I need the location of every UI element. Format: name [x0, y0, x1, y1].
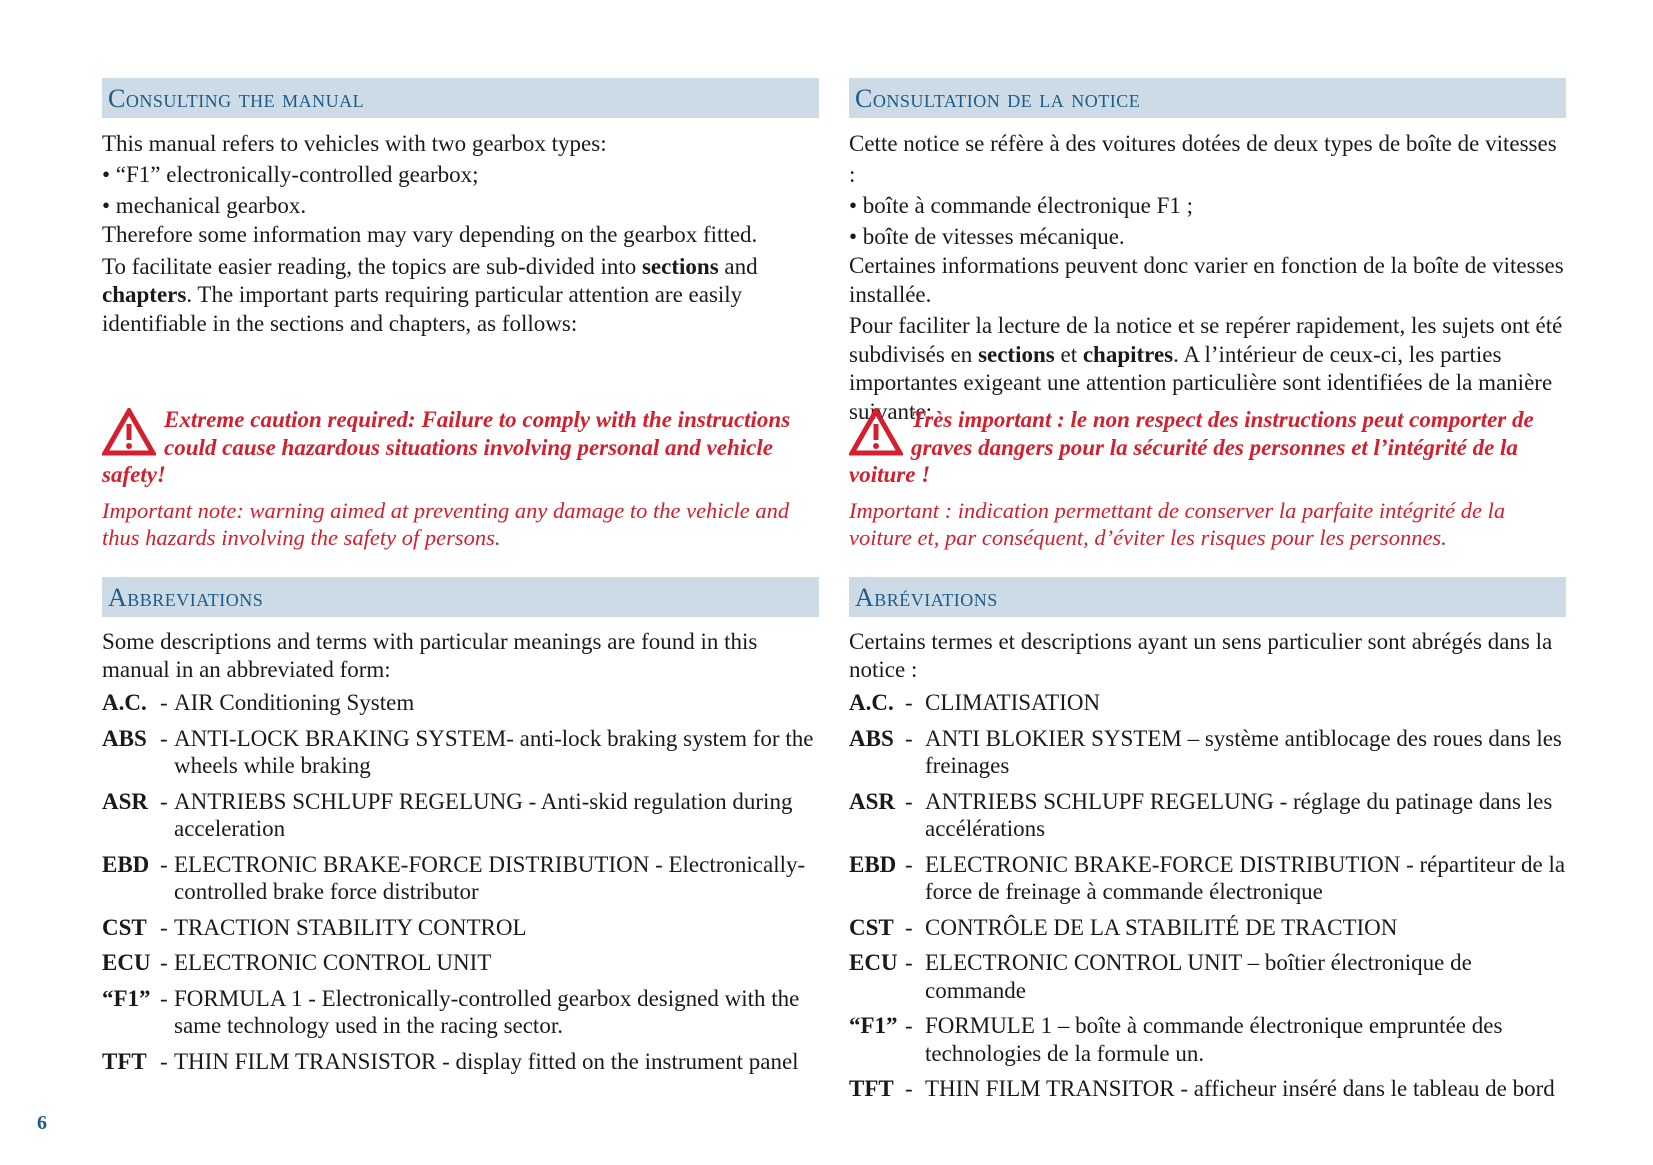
dash: - [160, 788, 168, 814]
warning-title-text: Très important : le non respect des instructions peut comporter de graves dangers pour la sécurité des personnes et l’intégrité de la voiture ! [849, 407, 1534, 487]
abbreviation-key: A.C. [102, 690, 147, 715]
gearbox-note-paragraph: Therefore some information may vary depending on the gearbox fitted. [102, 222, 758, 247]
dash: - [905, 788, 913, 814]
warning-block [849, 406, 1566, 552]
abbreviation-entry [849, 851, 1566, 906]
section-heading-abbreviations: Abbreviations [102, 577, 819, 617]
bold-term: sections [978, 341, 1055, 367]
abbreviation-key: ECU [102, 950, 151, 975]
text: To facilitate easier reading, the topics are sub-divided into [102, 253, 642, 279]
abbreviation-entry [849, 914, 1566, 942]
abbreviation-definition: ELECTRONIC CONTROL UNIT – boîtier électronique de commande [925, 950, 1472, 1003]
dash: - [160, 1048, 168, 1074]
abbreviation-key: CST [102, 914, 147, 940]
abbreviations-intro: Certains termes et descriptions ayant un sens particulier sont abrégés dans la notice : [849, 629, 1553, 682]
dash: - [160, 851, 168, 877]
text: et [1054, 341, 1083, 367]
reading-guide-paragraph [102, 253, 819, 339]
abbreviation-key: ABS [102, 725, 147, 751]
warning-title [849, 406, 1566, 489]
abbreviation-definition: ELECTRONIC CONTROL UNIT [174, 950, 492, 975]
intro-paragraph: Cette notice se réfère à des voitures dotées de deux types de boîte de vitesses : [849, 131, 1557, 187]
abbreviation-entry [849, 949, 1566, 1004]
bold-term: sections [641, 253, 719, 279]
warning-block [102, 406, 819, 552]
abbreviation-key: EBD [102, 851, 150, 877]
abbreviation-definition: ANTRIEBS SCHLUPF REGELUNG - Anti-skid regulation during acceleration [174, 788, 793, 841]
text: . A l’intérieur de ceux-ci, les parties importantes exigeant une attention particulière sont identifiées de la manière suivante: [849, 341, 1553, 424]
abbreviation-definition: THIN FILM TRANSITOR - afficheur inséré dans le tableau de bord [925, 1076, 1555, 1101]
abbreviation-key: ASR [102, 788, 149, 814]
abbreviation-key: “F1” [102, 985, 151, 1011]
abbreviation-entry [849, 1012, 1566, 1067]
text: . The important parts requiring particular attention are easily identifiable in the sections and chapters, as follows: [102, 282, 743, 336]
warning-triangle-icon [849, 408, 903, 456]
abbreviation-entry [849, 689, 1566, 717]
dash: - [160, 914, 168, 940]
intro-text [102, 128, 819, 341]
dash: - [905, 690, 913, 715]
abbreviation-key: TFT [102, 1048, 147, 1074]
bullet-item: • “F1” electronically-controlled gearbox; [102, 162, 479, 187]
abbreviation-entry [849, 725, 1566, 780]
abbreviation-entry [849, 788, 1566, 843]
warning-title [102, 406, 819, 489]
abbreviation-key: A.C. [849, 690, 894, 715]
abbreviation-definition: THIN FILM TRANSISTOR - display fitted on the instrument panel [174, 1048, 799, 1074]
abbreviation-definition: TRACTION STABILITY CONTROL [174, 914, 527, 940]
abbreviation-definition: CONTRÔLE DE LA STABILITÉ DE TRACTION [925, 914, 1398, 940]
abbreviations-list [102, 628, 819, 1083]
gearbox-note-paragraph: Certaines informations peuvent donc varier en fonction de la boîte de vitesses installée. [849, 253, 1564, 307]
abbreviation-key: CST [849, 914, 894, 940]
text: and [718, 253, 758, 279]
abbreviation-definition: AIR Conditioning System [174, 690, 415, 715]
dash: - [905, 950, 913, 975]
abbreviation-definition: FORMULE 1 – boîte à commande électronique empruntée des technologies de la formule un. [925, 1013, 1503, 1066]
abbreviation-entry [102, 985, 819, 1040]
abbreviation-key: “F1” [849, 1013, 898, 1038]
abbreviation-key: ASR [849, 788, 896, 814]
bullet-item: • mechanical gearbox. [102, 193, 307, 218]
abbreviation-entry [849, 1075, 1566, 1103]
section-heading-consulting: Consulting the manual [102, 78, 819, 118]
intro-text [849, 128, 1566, 429]
intro-paragraph: This manual refers to vehicles with two gearbox types: [102, 131, 607, 156]
abbreviation-entry [102, 851, 819, 906]
dash: - [905, 914, 913, 940]
abbreviation-key: ECU [849, 950, 898, 975]
bold-term: chapters [102, 282, 187, 307]
important-note: Important : indication permettant de conserver la parfaite intégrité de la voiture et, par conséquent, d’éviter les risques pour les personnes. [849, 497, 1506, 550]
bullet-item: • boîte de vitesses mécanique. [849, 224, 1125, 249]
abbreviation-key: TFT [849, 1076, 894, 1101]
section-heading-consulting: Consultation de la notice [849, 78, 1566, 118]
text: Pour faciliter la lecture de la notice et se repérer rapidement, les sujets ont été subdivisés en [849, 313, 1563, 367]
bold-term: chapitres [1082, 341, 1174, 367]
abbreviations-list [849, 628, 1566, 1111]
abbreviation-definition: ELECTRONIC BRAKE-FORCE DISTRIBUTION - répartiteur de la force de freinage à commande électronique [925, 851, 1566, 904]
abbreviation-definition: ANTI-LOCK BRAKING SYSTEM- anti-lock braking system for the wheels while braking [174, 725, 814, 778]
abbreviations-intro: Some descriptions and terms with particular meanings are found in this manual in an abbreviated form: [102, 629, 758, 682]
abbreviation-key: EBD [849, 851, 897, 877]
abbreviation-entry [102, 914, 819, 942]
abbreviation-entry [102, 788, 819, 843]
dash: - [905, 1076, 913, 1101]
warning-triangle-icon [102, 408, 156, 456]
dash: - [160, 985, 168, 1011]
abbreviation-definition: ANTI BLOKIER SYSTEM – système antiblocage des roues dans les freinages [925, 725, 1562, 778]
abbreviation-entry [102, 949, 819, 977]
abbreviation-definition: ANTRIEBS SCHLUPF REGELUNG - réglage du patinage dans les accélérations [925, 788, 1553, 841]
abbreviation-entry [102, 725, 819, 780]
abbreviation-definition: FORMULA 1 - Electronically-controlled gearbox designed with the same technology used in the racing sector. [174, 985, 800, 1038]
abbreviation-entry [102, 1048, 819, 1076]
abbreviation-definition: ELECTRONIC BRAKE-FORCE DISTRIBUTION - Electronically-controlled brake force distributor [174, 851, 806, 904]
bullet-item: • boîte à commande électronique F1 ; [849, 193, 1194, 218]
dash: - [905, 1013, 913, 1038]
dash: - [160, 725, 168, 751]
page-number: 6 [37, 1112, 47, 1134]
abbreviation-definition: CLIMATISATION [925, 690, 1101, 715]
dash: - [905, 851, 913, 877]
dash: - [160, 950, 168, 975]
dash: - [905, 725, 913, 751]
abbreviation-key: ABS [849, 725, 894, 751]
section-heading-abbreviations: Abréviations [849, 577, 1566, 617]
dash: - [160, 690, 168, 715]
important-note: Important note: warning aimed at preventing any damage to the vehicle and thus hazards involving the safety of persons. [102, 497, 790, 550]
abbreviation-entry [102, 689, 819, 717]
warning-title-text: Extreme caution required: Failure to comply with the instructions could cause hazardous situations involving personal and vehicle safety! [102, 407, 791, 487]
